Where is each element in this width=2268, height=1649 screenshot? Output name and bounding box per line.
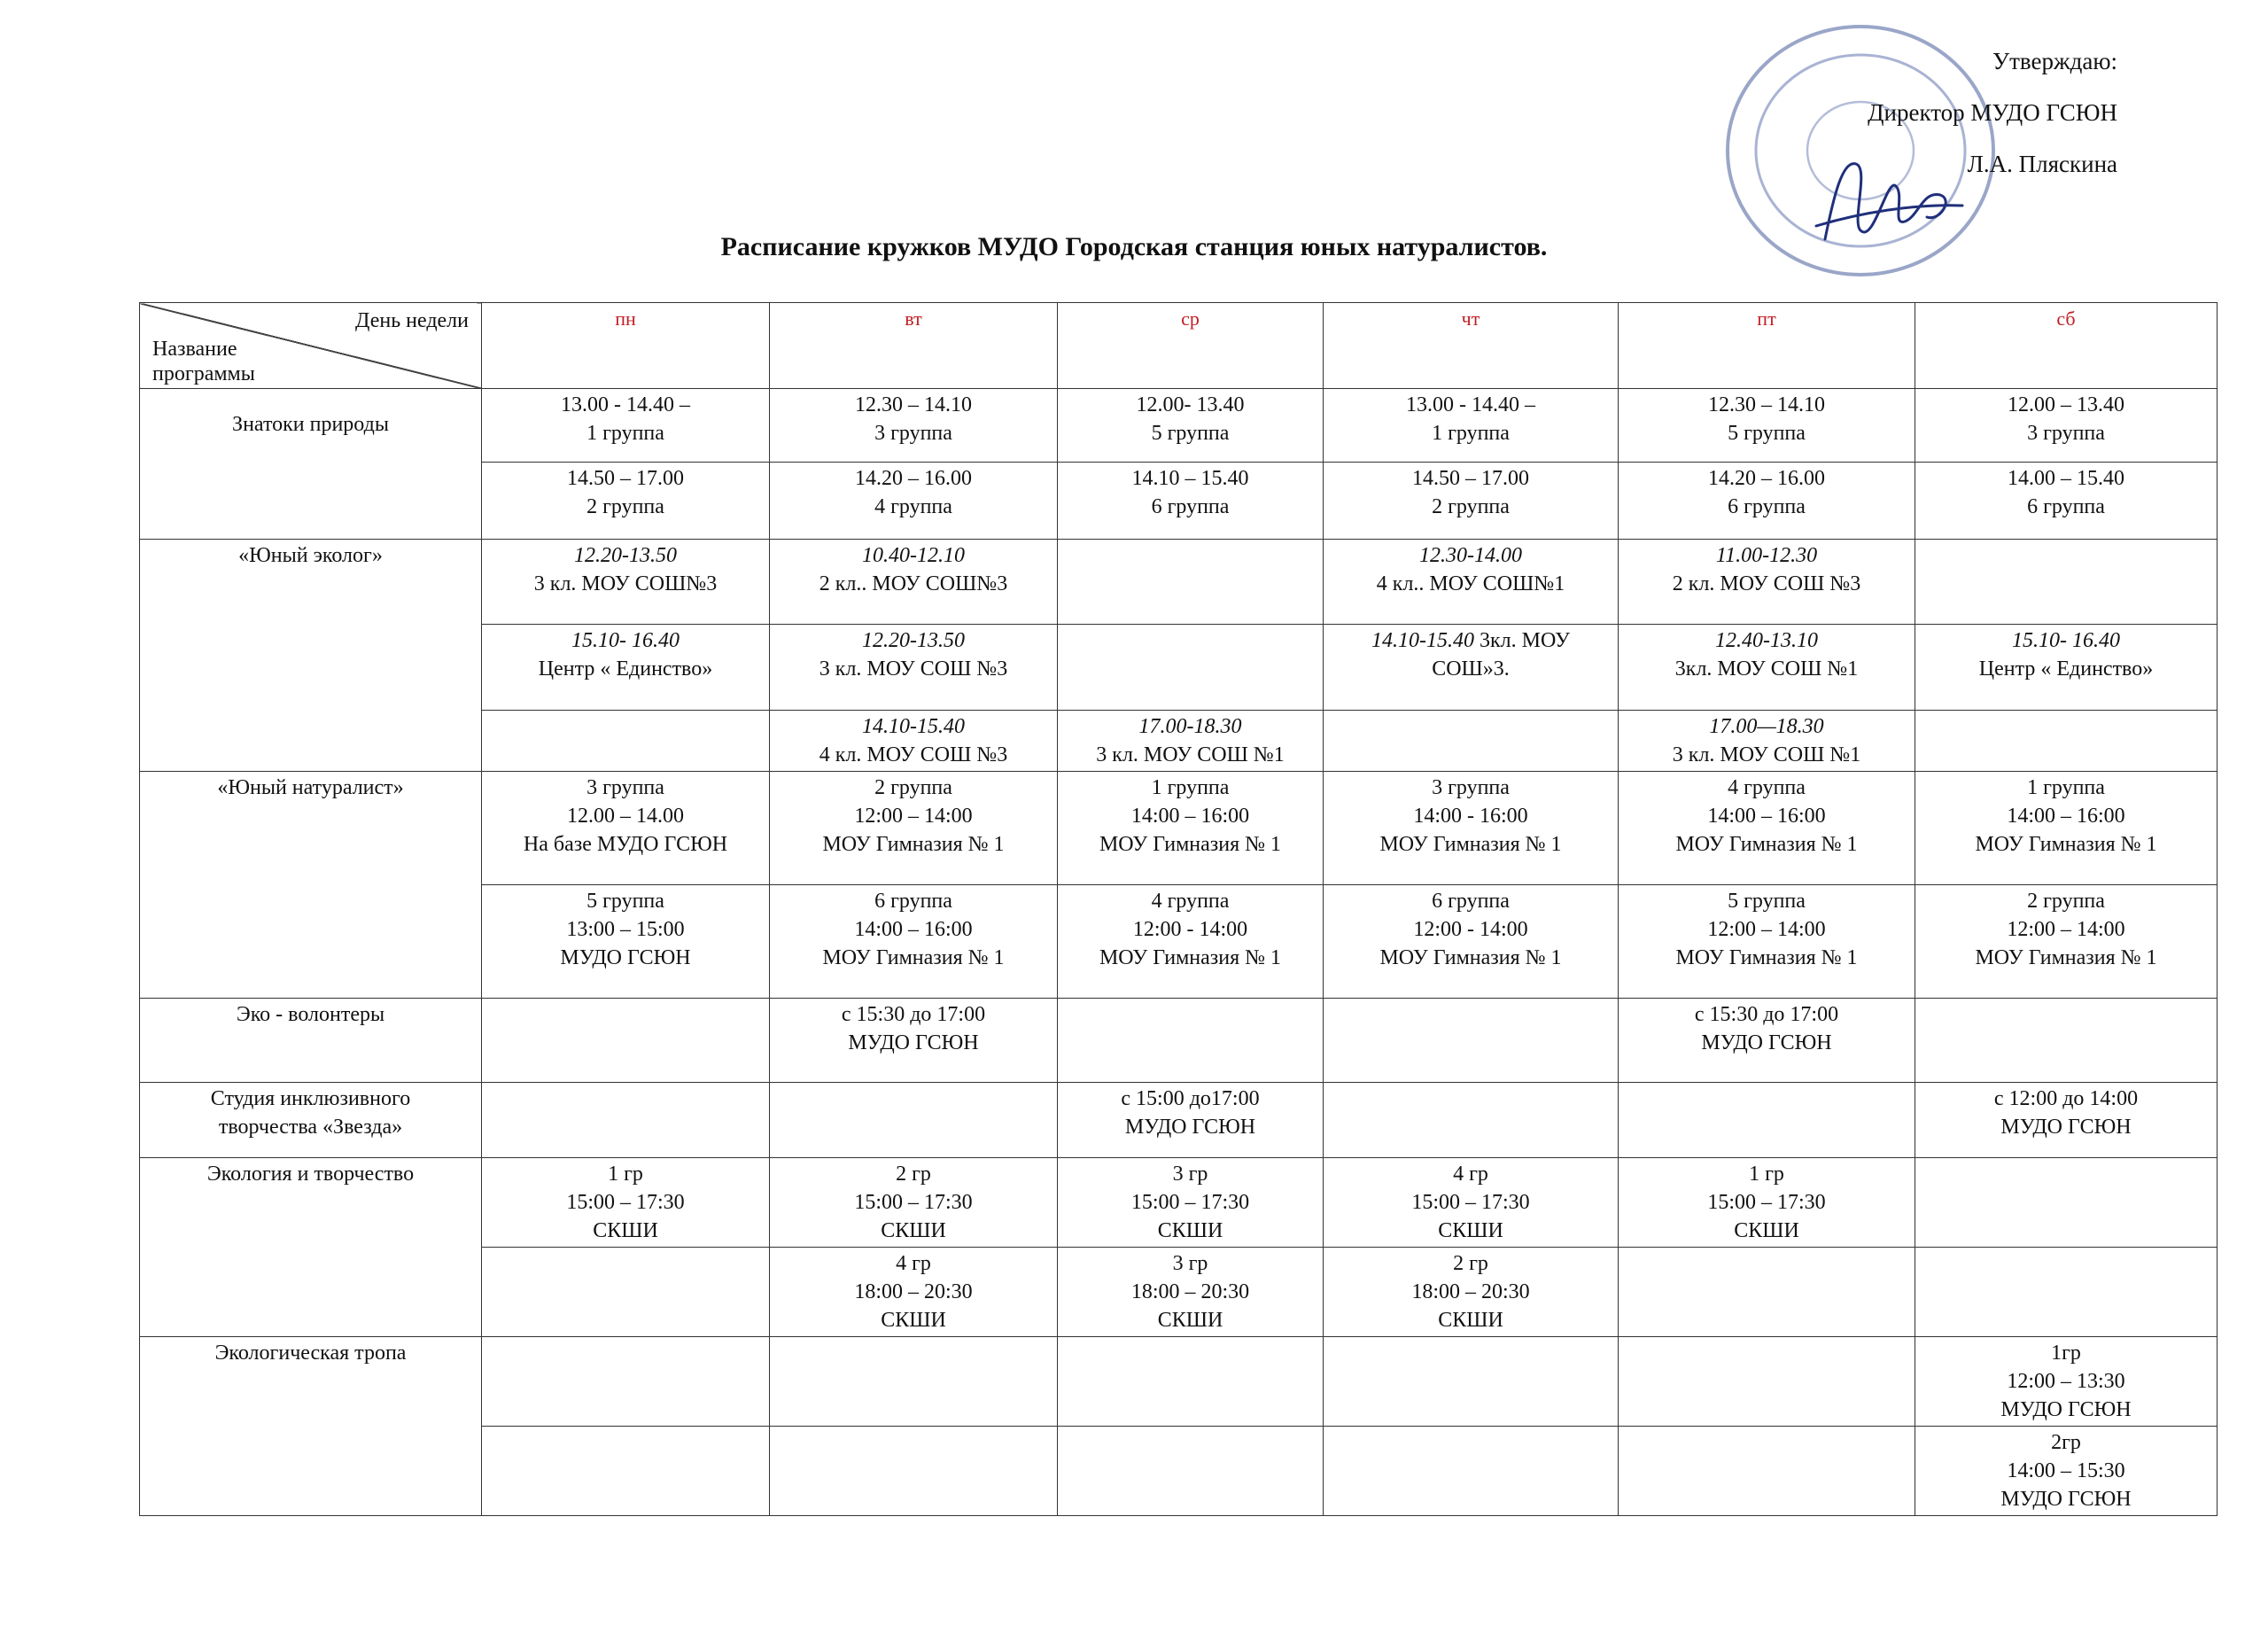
schedule-cell: 12.30-14.00 4 кл.. МОУ СОШ№1 xyxy=(1324,540,1619,625)
schedule-cell-empty xyxy=(1324,711,1619,772)
schedule-cell-empty xyxy=(1058,1427,1324,1516)
schedule-cell: с 15:30 до 17:00 МУДО ГСЮН xyxy=(1619,999,1915,1083)
schedule-cell: 12.30 – 14.10 3 группа xyxy=(770,389,1058,463)
schedule-cell-empty xyxy=(1915,540,2218,625)
program-tvorchestvo: Экология и творчество xyxy=(140,1158,482,1337)
schedule-cell: с 15:30 до 17:00 МУДО ГСЮН xyxy=(770,999,1058,1083)
schedule-cell: 4 группа 12:00 - 14:00 МОУ Гимназия № 1 xyxy=(1058,885,1324,999)
program-znatoki: Знатоки природы xyxy=(140,389,482,540)
schedule-cell: 12.00- 13.40 5 группа xyxy=(1058,389,1324,463)
schedule-cell-empty xyxy=(1324,1427,1619,1516)
schedule-cell-empty xyxy=(1324,1337,1619,1427)
schedule-cell-empty xyxy=(770,1427,1058,1516)
schedule-cell: 1 гр 15:00 – 17:30 СКШИ xyxy=(482,1158,770,1248)
schedule-cell: 2гр 14:00 – 15:30 МУДО ГСЮН xyxy=(1915,1427,2218,1516)
schedule-cell: 1 группа 14:00 – 16:00 МОУ Гимназия № 1 xyxy=(1058,772,1324,885)
schedule-cell: 12.00 – 13.40 3 группа xyxy=(1915,389,2218,463)
schedule-cell-empty xyxy=(482,999,770,1083)
day-of-week-label: День недели xyxy=(355,309,469,332)
schedule-cell-empty xyxy=(1058,540,1324,625)
header-corner-cell xyxy=(140,303,482,389)
page-title: Расписание кружков МУДО Городская станция юных натуралистов. xyxy=(720,232,1548,261)
schedule-cell-empty xyxy=(1915,1248,2218,1337)
schedule-cell: 14.00 – 15.40 6 группа xyxy=(1915,463,2218,540)
schedule-cell-empty xyxy=(1915,999,2218,1083)
approval-name: Л.А. Пляскина xyxy=(1967,151,2117,177)
schedule-cell-empty xyxy=(1058,1337,1324,1427)
schedule-cell: 15.10- 16.40 Центр « Единство» xyxy=(482,625,770,711)
schedule-cell: 14.50 – 17.00 2 группа xyxy=(482,463,770,540)
program-volontery: Эко - волонтеры xyxy=(140,999,482,1083)
program-ekolog: «Юный эколог» xyxy=(140,540,482,772)
schedule-cell: 4 гр 18:00 – 20:30 СКШИ xyxy=(770,1248,1058,1337)
schedule-cell-empty xyxy=(1619,1248,1915,1337)
header-row xyxy=(140,303,2218,389)
day-header-wed: ср xyxy=(1058,303,1324,389)
program-studio: Студия инклюзивного творчества «Звезда» xyxy=(140,1083,482,1158)
day-header-sat: сб xyxy=(1915,303,2218,389)
schedule-cell: 2 группа 12:00 – 14:00 МОУ Гимназия № 1 xyxy=(1915,885,2218,999)
schedule-cell: 3 группа 12.00 – 14.00 На базе МУДО ГСЮН xyxy=(482,772,770,885)
program-name-label: Название программы xyxy=(152,338,255,385)
schedule-cell: с 12:00 до 14:00 МУДО ГСЮН xyxy=(1915,1083,2218,1158)
program-naturalist: «Юный натуралист» xyxy=(140,772,482,999)
schedule-cell-empty xyxy=(1915,1158,2218,1248)
schedule-cell: 13.00 - 14.40 – 1 группа xyxy=(482,389,770,463)
schedule-cell: 12.40-13.10 3кл. МОУ СОШ №1 xyxy=(1619,625,1915,711)
table-row xyxy=(140,1337,2218,1427)
schedule-cell: 12.20-13.50 3 кл. МОУ СОШ №3 xyxy=(770,625,1058,711)
schedule-cell-empty xyxy=(770,1083,1058,1158)
schedule-cell-empty xyxy=(1915,711,2218,772)
schedule-cell: 1 гр 15:00 – 17:30 СКШИ xyxy=(1619,1158,1915,1248)
schedule-cell-empty xyxy=(482,1083,770,1158)
schedule-cell: с 15:00 до17:00 МУДО ГСЮН xyxy=(1058,1083,1324,1158)
schedule-cell-empty xyxy=(1058,999,1324,1083)
schedule-cell-empty xyxy=(482,1427,770,1516)
schedule-cell: 6 группа 12:00 - 14:00 МОУ Гимназия № 1 xyxy=(1324,885,1619,999)
schedule-cell: 5 группа 12:00 – 14:00 МОУ Гимназия № 1 xyxy=(1619,885,1915,999)
schedule-cell: 4 гр 15:00 – 17:30 СКШИ xyxy=(1324,1158,1619,1248)
day-header-fri: пт xyxy=(1619,303,1915,389)
schedule-cell: 13.00 - 14.40 – 1 группа xyxy=(1324,389,1619,463)
program-tropa: Экологическая тропа xyxy=(140,1337,482,1516)
schedule-cell: 12.30 – 14.10 5 группа xyxy=(1619,389,1915,463)
schedule-cell-empty xyxy=(482,1337,770,1427)
table-row xyxy=(140,1158,2218,1248)
schedule-cell-empty xyxy=(1619,1337,1915,1427)
schedule-cell: 14.50 – 17.00 2 группа xyxy=(1324,463,1619,540)
schedule-cell-empty xyxy=(482,1248,770,1337)
schedule-cell: 3 гр 18:00 – 20:30 СКШИ xyxy=(1058,1248,1324,1337)
schedule-cell-empty xyxy=(1058,625,1324,711)
schedule-cell: 14.20 – 16.00 6 группа xyxy=(1619,463,1915,540)
schedule-cell: 6 группа 14:00 – 16:00 МОУ Гимназия № 1 xyxy=(770,885,1058,999)
schedule-cell: 4 группа 14:00 – 16:00 МОУ Гимназия № 1 xyxy=(1619,772,1915,885)
table-row xyxy=(140,389,2218,463)
schedule-cell: 14.10-15.40 3кл. МОУ СОШ»3. xyxy=(1324,625,1619,711)
day-header-mon: пн xyxy=(482,303,770,389)
schedule-cell: 14.10 – 15.40 6 группа xyxy=(1058,463,1324,540)
schedule-cell: 17.00—18.30 3 кл. МОУ СОШ №1 xyxy=(1619,711,1915,772)
schedule-cell: 2 группа 12:00 – 14:00 МОУ Гимназия № 1 xyxy=(770,772,1058,885)
schedule-cell: 2 гр 15:00 – 17:30 СКШИ xyxy=(770,1158,1058,1248)
day-header-thu: чт xyxy=(1324,303,1619,389)
approval-position: Директор МУДО ГСЮН xyxy=(1868,99,2117,126)
schedule-cell: 10.40-12.10 2 кл.. МОУ СОШ№3 xyxy=(770,540,1058,625)
schedule-cell: 1 группа 14:00 – 16:00 МОУ Гимназия № 1 xyxy=(1915,772,2218,885)
schedule-cell: 15.10- 16.40 Центр « Единство» xyxy=(1915,625,2218,711)
schedule-cell: 17.00-18.30 3 кл. МОУ СОШ №1 xyxy=(1058,711,1324,772)
schedule-cell: 14.10-15.40 4 кл. МОУ СОШ №3 xyxy=(770,711,1058,772)
schedule-cell: 12.20-13.50 3 кл. МОУ СОШ№3 xyxy=(482,540,770,625)
schedule-table xyxy=(139,302,2218,1516)
schedule-cell-empty xyxy=(1324,1083,1619,1158)
schedule-cell: 3 группа 14:00 - 16:00 МОУ Гимназия № 1 xyxy=(1324,772,1619,885)
schedule-cell: 3 гр 15:00 – 17:30 СКШИ xyxy=(1058,1158,1324,1248)
table-row xyxy=(140,540,2218,625)
schedule-cell-empty xyxy=(1619,1083,1915,1158)
schedule-cell: 1гр 12:00 – 13:30 МУДО ГСЮН xyxy=(1915,1337,2218,1427)
schedule-cell-empty xyxy=(770,1337,1058,1427)
table-row xyxy=(140,999,2218,1083)
approval-heading: Утверждаю: xyxy=(1992,48,2117,74)
schedule-cell-empty xyxy=(1324,999,1619,1083)
schedule-cell-empty xyxy=(482,711,770,772)
schedule-cell: 5 группа 13:00 – 15:00 МУДО ГСЮН xyxy=(482,885,770,999)
table-row xyxy=(140,1083,2218,1158)
schedule-cell: 11.00-12.30 2 кл. МОУ СОШ №3 xyxy=(1619,540,1915,625)
table-row xyxy=(140,772,2218,885)
schedule-cell: 14.20 – 16.00 4 группа xyxy=(770,463,1058,540)
schedule-cell-empty xyxy=(1619,1427,1915,1516)
day-header-tue: вт xyxy=(770,303,1058,389)
schedule-cell: 2 гр 18:00 – 20:30 СКШИ xyxy=(1324,1248,1619,1337)
